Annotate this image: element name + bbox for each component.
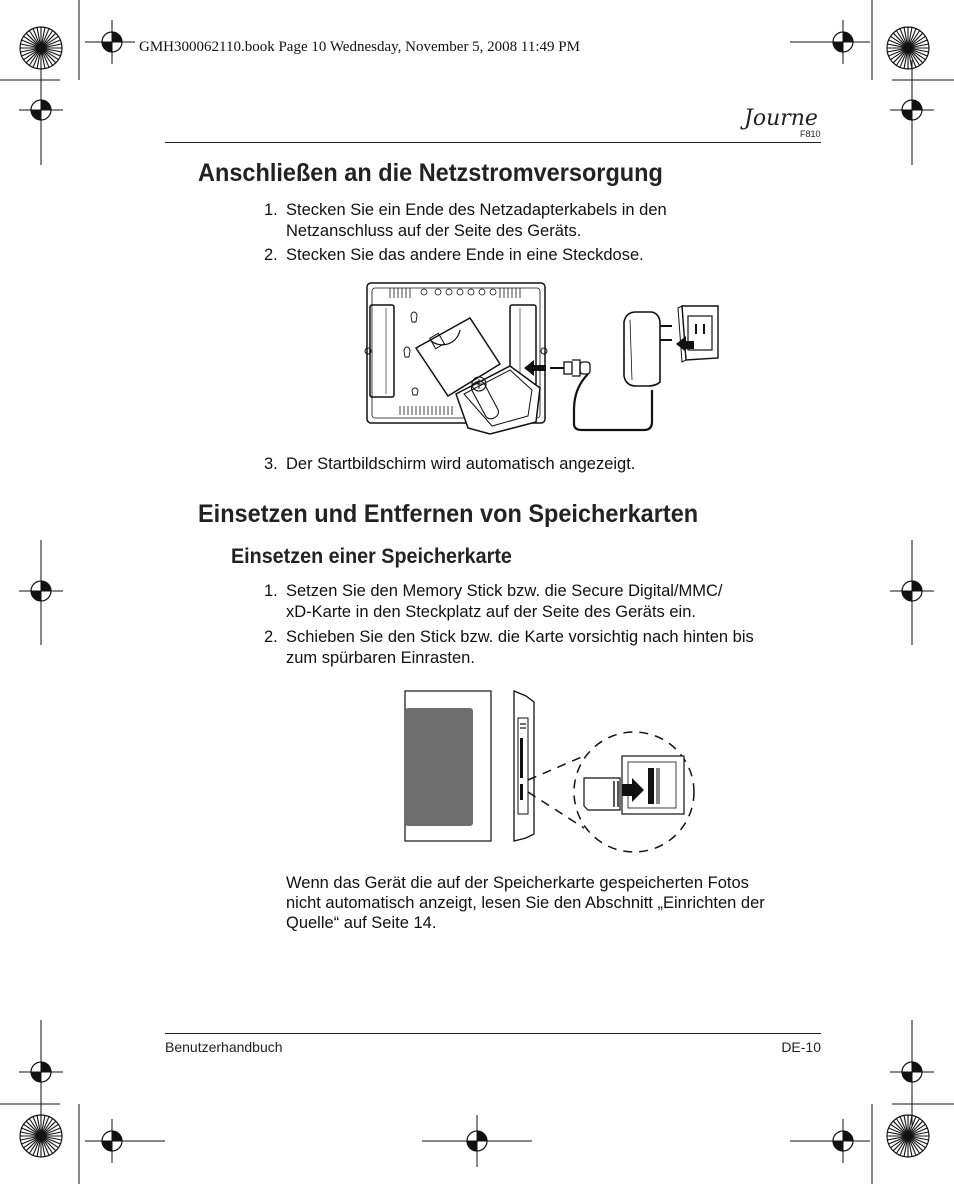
list-text-line: Schieben Sie den Stick bzw. die Karte vorsichtig nach hinten bis [286, 628, 754, 646]
list-text-line: zum spürbaren Einrasten. [286, 649, 475, 667]
list-item [264, 581, 824, 625]
print-info-line: GMH300062110.book Page 10 Wednesday, November 5, 2008 11:49 PM [139, 39, 580, 55]
list-text-line: Netzanschluss auf der Seite des Geräts. [286, 222, 582, 240]
list-number: 1. [264, 201, 278, 219]
list-item [264, 200, 824, 244]
header-rule [165, 142, 821, 143]
list-text: Stecken Sie das andere Ende in eine Steckdose. [286, 246, 644, 264]
list-text-line: xD-Karte in den Steckplatz auf der Seite des Geräts ein. [286, 603, 696, 621]
page-number: DE-10 [781, 1039, 821, 1055]
list-number: 3. [264, 455, 278, 473]
list-text: Der Startbildschirm wird automatisch angezeigt. [286, 455, 636, 473]
footer-title: Benutzerhandbuch [165, 1039, 283, 1055]
subsection-title-insert-card: Einsetzen einer Speicherkarte [231, 545, 512, 568]
section-title-power: Anschließen an die Netzstromversorgung [198, 159, 663, 187]
list-text [286, 581, 826, 623]
list-text [286, 627, 826, 669]
list-number: 2. [264, 246, 278, 264]
section-title-memory-cards: Einsetzen und Entfernen von Speicherkarten [198, 500, 699, 528]
list-text-line: Setzen Sie den Memory Stick bzw. die Secure Digital/MMC/ [286, 582, 723, 600]
note-line: Wenn das Gerät die auf der Speicherkarte gespeicherten Fotos [286, 874, 749, 892]
list-text-line: Stecken Sie ein Ende des Netzadapterkabels in den [286, 201, 667, 219]
note-paragraph [286, 873, 826, 933]
memory-card-illustration [400, 688, 700, 856]
footer-rule [165, 1033, 821, 1034]
list-item [264, 454, 824, 476]
note-line: Quelle“ auf Seite 14. [286, 914, 437, 932]
model-number: F810 [800, 129, 821, 139]
list-number: 1. [264, 582, 278, 600]
list-item [264, 627, 824, 671]
note-line: nicht automatisch anzeigt, lesen Sie den Abschnitt „Einrichten der [286, 894, 765, 912]
list-number: 2. [264, 628, 278, 646]
list-text [286, 200, 826, 242]
brand-logo: Journe [744, 106, 818, 131]
list-item [264, 245, 824, 267]
power-adapter-illustration [360, 278, 730, 440]
